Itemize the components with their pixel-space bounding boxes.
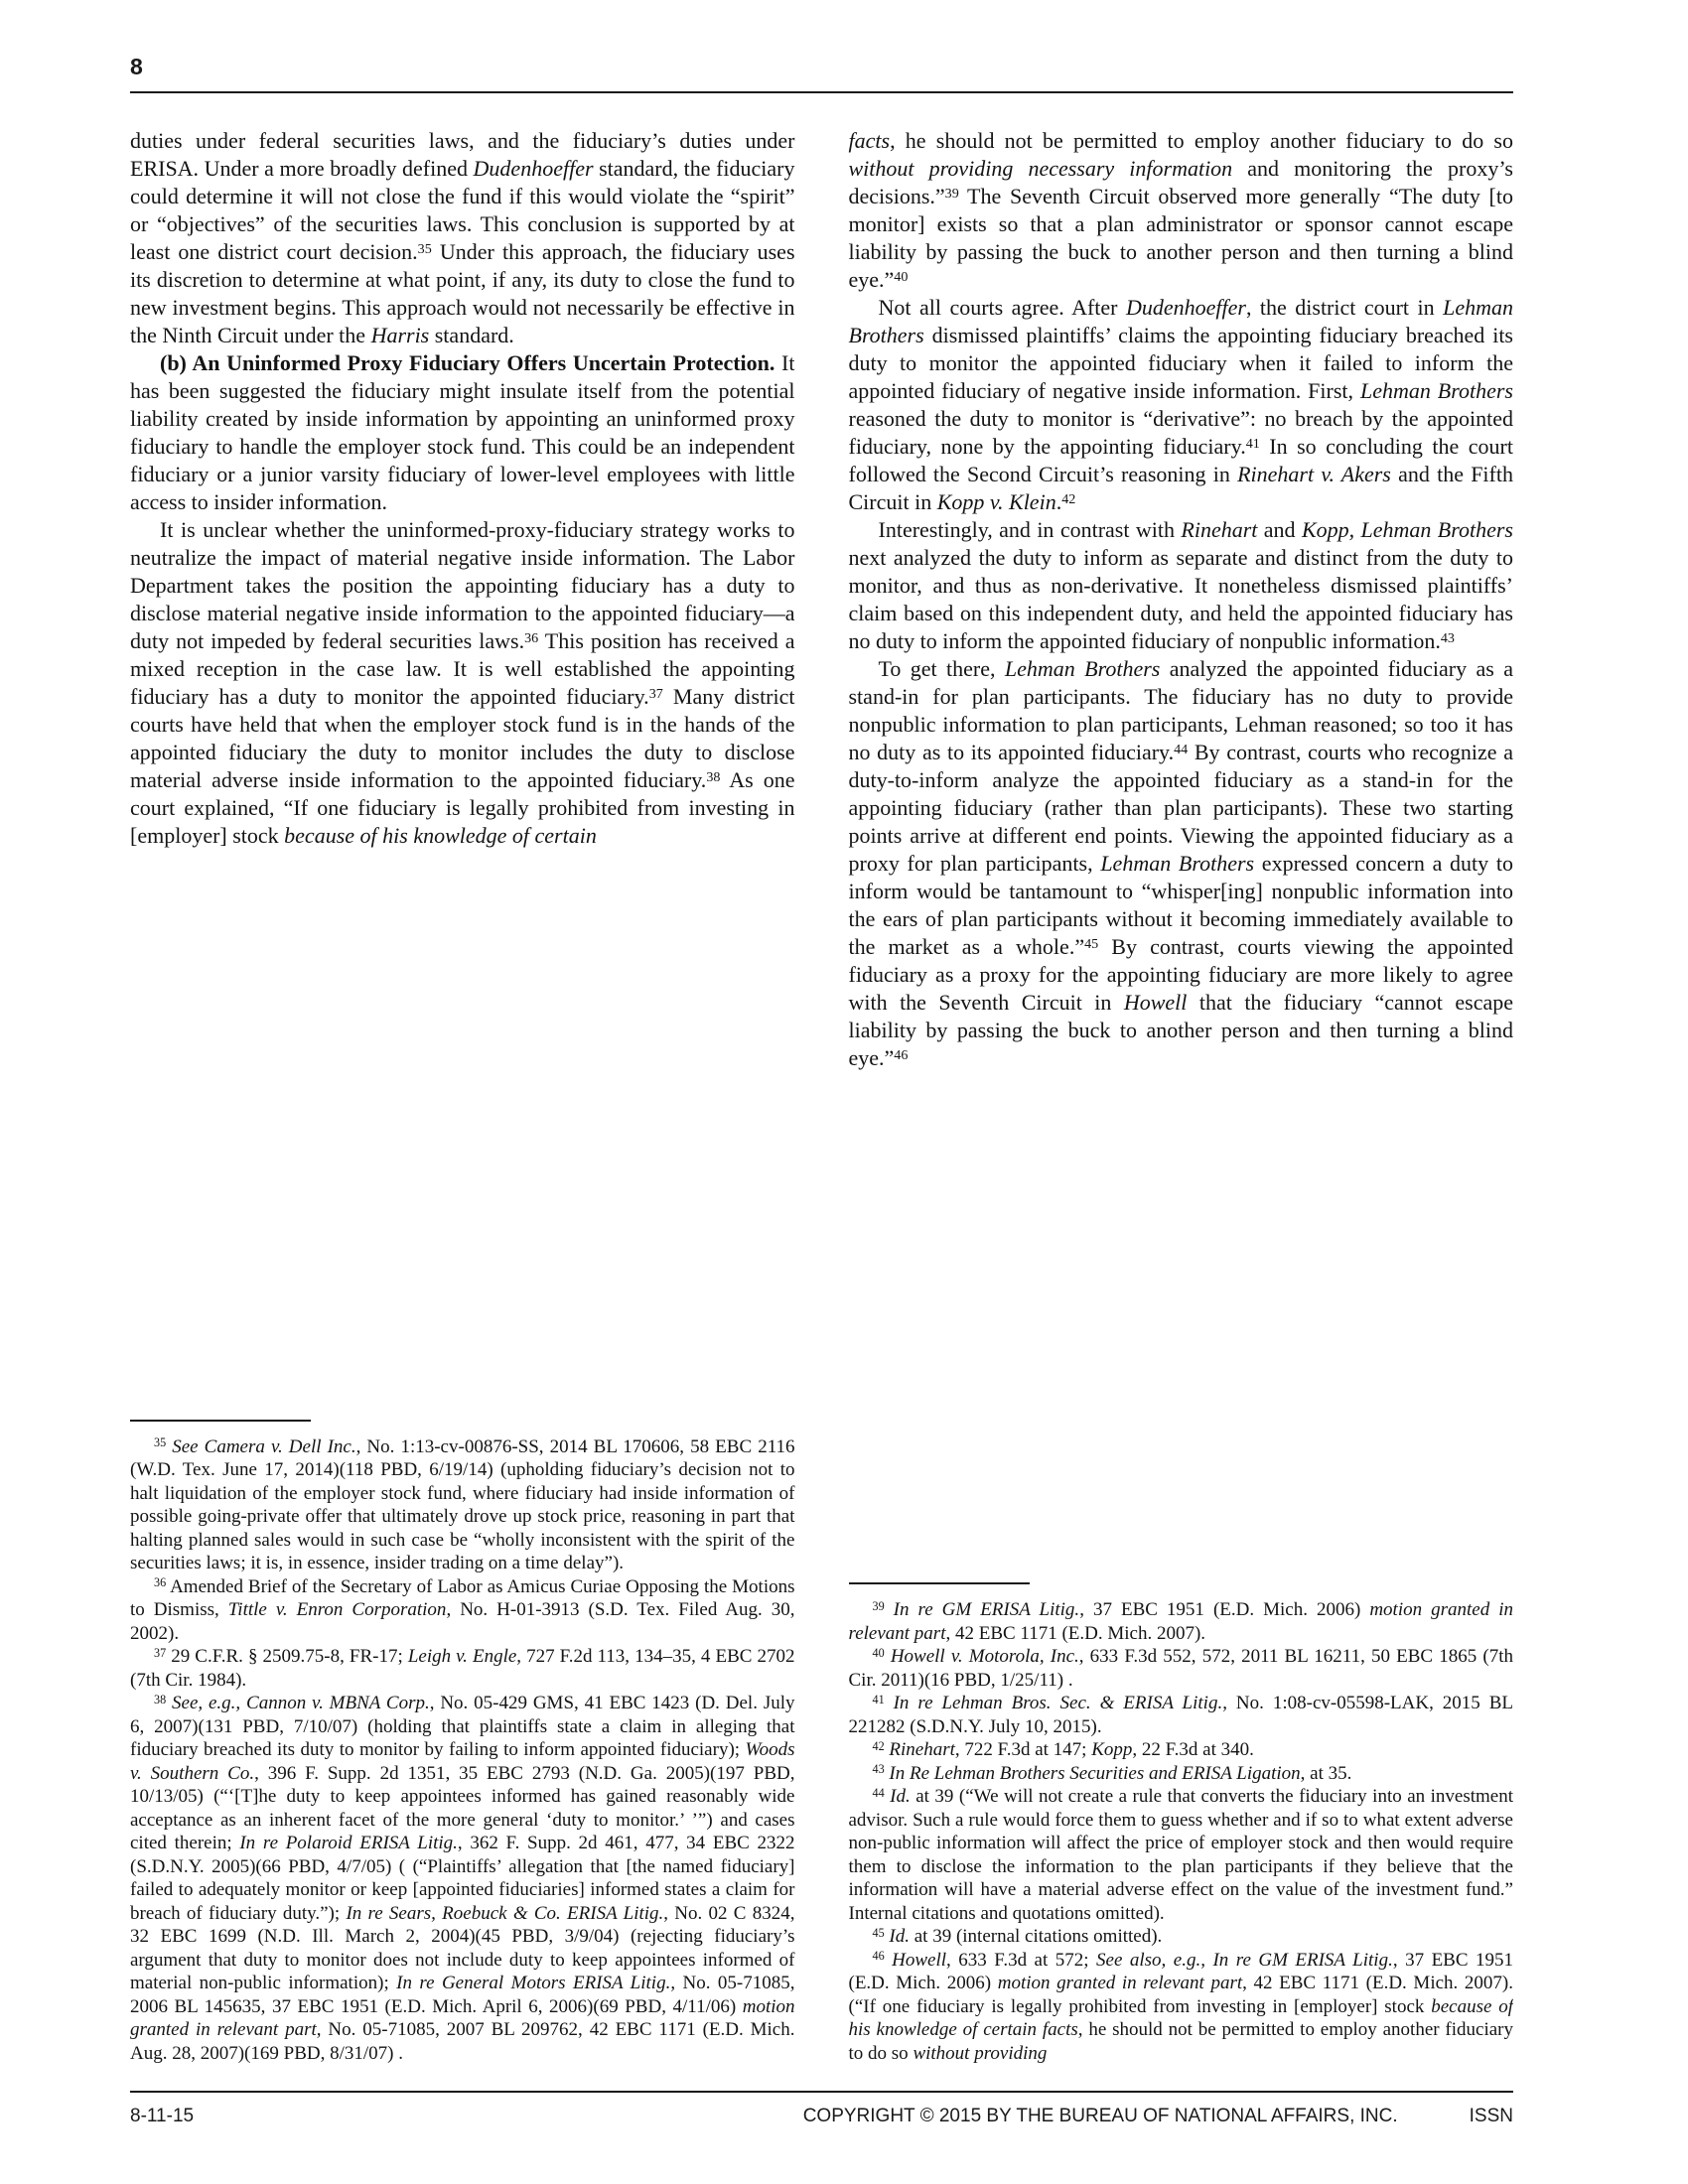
footnote-ref: 46 bbox=[872, 1949, 885, 1964]
footnote-ref: 43 bbox=[872, 1762, 885, 1777]
footnote: $^{38}$ See, e.g., Cannon v. MBNA Corp., No. 05-429 GMS, 41 EBC 1423 (D. Del. July 6, 2007)(131 PBD, 7/10/07) (holding that plaintiffs state a claim in alleging that fiduciary breached its duty to monitor by failing to inform appointed fiduciary); Woods v. Southern Co., 396 F. Supp. 2d 1351, 35 EBC 2793 (N.D. Ga. 2005)(197 PBD, 10/13/05) (“‘[T]he duty to keep appointees informed has gained reasonably wide acceptance as an inherent facet of the more general ‘duty to monitor.’ ’”) and cases cited therein; In re Polaroid ERISA Litig., 362 F. Supp. 2d 461, 477, 34 EBC 2322 (S.D.N.Y. 2005)(66 PBD, 4/7/05) ( (“Plaintiffs’ allegation that [the named fiduciary] failed to adequately monitor or keep [appointed fiduciaries] informed states a claim for breach of fiduciary duty.”); In re Sears, Roebuck & Co. ERISA Litig., No. 02 C 8324, 32 EBC 1699 (N.D. Ill. March 2, 2004)(45 PBD, 3/9/04) (rejecting fiduciary’s argument that duty to monitor does not include duty to keep appointees informed of material non-public information); In re General Motors ERISA Litig., No. 05-71085, 2006 BL 145635, 37 EBC 1951 (E.D. Mich. April 6, 2006)(69 PBD, 4/11/06) motion granted in relevant part, No. 05-71085, 2007 BL 209762, 42 EBC 1171 (E.D. Mich. Aug. 28, 2007)(169 PBD, 8/31/07) . bbox=[130, 1692, 795, 2064]
footnote-ref: 44 bbox=[1174, 741, 1189, 757]
right-column bbox=[849, 127, 1514, 2065]
footnote: $^{39}$ In re GM ERISA Litig., 37 EBC 1951 (E.D. Mich. 2006) motion granted in relevant part, 42 EBC 1171 (E.D. Mich. 2007). bbox=[848, 1598, 1513, 1644]
footnote: $^{41}$ In re Lehman Bros. Sec. & ERISA Litig., No. 1:08-cv-05598-LAK, 2015 BL 221282 (S.D.N.Y. July 10, 2015). bbox=[848, 1692, 1513, 1737]
footnote-ref: 38 bbox=[706, 768, 721, 785]
footnote-ref: 40 bbox=[894, 268, 909, 285]
footnote: $^{35}$ See Camera v. Dell Inc., No. 1:13-cv-00876-SS, 2014 BL 170606, 58 EBC 2116 (W.D. Tex. June 17, 2014)(118 PBD, 6/19/14) (upholding fiduciary’s decision not to halt liquidation of the employer stock fund, where fiduciary had inside information of possible going-private offer that ultimately drove up stock price, reasoning in part that halting planned sales would in such case be “wholly inconsistent with the spirit of the securities laws; it is, in essence, insider trading on a time delay”). bbox=[130, 1435, 795, 1573]
footnote-ref: 37 bbox=[648, 685, 663, 702]
footnote: $^{44}$ Id. at 39 (“We will not create a rule that converts the fiduciary into an investment advisor. Such a rule would force them to guess whether and if so to what extent adverse non-public information will affect the price of employer stock and then would require them to disclose the information to the plan participants if they believe that the information will have a material adverse effect on the value of the investment fund.” Internal citations and quotations omitted). bbox=[848, 1785, 1513, 1924]
left-column bbox=[130, 127, 795, 2065]
right-column-body bbox=[849, 127, 1514, 1072]
paragraph: Not all courts agree. After Dudenhoeffer, the district court in Lehman Brothers dismissed plaintiffs’ claims the appointing fiduciary breached its duty to monitor the appointed fiduciary when it failed to inform the appointed fiduciary of negative inside information. First, Lehman Brothers reasoned the duty to monitor is “derivative”: no breach by the appointed fiduciary, none by the appointing fiduciary.$^{41}$ In so concluding the court followed the Second Circuit’s reasoning in Rinehart v. Akers and the Fifth Circuit in Kopp v. Klein.$^{42}$ bbox=[848, 295, 1513, 514]
footer-row bbox=[130, 2106, 1513, 2127]
paragraph: (b) An Uninformed Proxy Fiduciary Offers Uncertain Protection. It has been suggested the fiduciary might insulate itself from the potential liability created by inside information by appointing an uninformed proxy fiduciary to handle the employer stock fund. This could be an independent fiduciary or a junior varsity fiduciary of lower-level employees with little access to insider information. bbox=[130, 350, 795, 514]
left-footnote-list bbox=[130, 1435, 795, 2066]
footnote-ref: 42 bbox=[1061, 490, 1076, 507]
footnote-ref: 45 bbox=[1084, 935, 1099, 952]
right-footnote-list bbox=[849, 1598, 1514, 2065]
paragraph: duties under federal securities laws, and the fiduciary’s duties under ERISA. Under a more broadly defined Dudenhoeffer standard, the fiduciary could determine it will not close the fund if this would violate the “spirit” or “objectives” of the securities laws. This conclusion is supported by at least one district court decision.$^{35}$ Under this approach, the fiduciary uses its discretion to determine at what point, if any, its duty to close the fund to new investment begins. This approach would not necessarily be effective in the Ninth Circuit under the Harris standard. bbox=[130, 128, 795, 347]
footnote-ref: 42 bbox=[872, 1738, 885, 1753]
footnote-ref: 38 bbox=[154, 1692, 167, 1706]
footnote-ref: 43 bbox=[1440, 629, 1455, 646]
article-columns bbox=[130, 127, 1513, 2065]
footnote: $^{37}$ 29 C.F.R. § 2509.75-8, FR-17; Leigh v. Engle, 727 F.2d 113, 134–35, 4 EBC 2702 (7th Cir. 1984). bbox=[130, 1645, 795, 1691]
footnote: $^{43}$ In Re Lehman Brothers Securities and ERISA Ligation, at 35. bbox=[872, 1762, 1352, 1784]
footnote: $^{45}$ Id. at 39 (internal citations omitted). bbox=[872, 1925, 1163, 1947]
footer-copyright: COPYRIGHT © 2015 BY THE BUREAU OF NATIONAL AFFAIRS, INC. bbox=[802, 2106, 1398, 2126]
footnote-ref: 35 bbox=[417, 240, 432, 257]
footnote-ref: 41 bbox=[872, 1692, 885, 1706]
footnote-ref: 37 bbox=[154, 1645, 167, 1660]
footnote-ref: 35 bbox=[154, 1435, 167, 1450]
footnote: $^{36}$ Amended Brief of the Secretary of Labor as Amicus Curiae Opposing the Motions to Dismiss, Tittle v. Enron Corporation, No. H-01-3913 (S.D. Tex. Filed Aug. 30, 2002). bbox=[130, 1575, 795, 1644]
footnote-ref: 39 bbox=[944, 185, 959, 202]
header-rule bbox=[130, 91, 1513, 93]
page-header bbox=[130, 54, 1513, 93]
footnote-ref: 44 bbox=[872, 1785, 885, 1800]
page-footer bbox=[130, 2091, 1513, 2127]
footnote: $^{46}$ Howell, 633 F.3d at 572; See also, e.g., In re GM ERISA Litig., 37 EBC 1951 (E.D. Mich. 2006) motion granted in relevant part, 42 EBC 1171 (E.D. Mich. 2007). (“If one fiduciary is legally prohibited from investing in [employer] stock because of his knowledge of certain facts, he should not be permitted to employ another fiduciary to do so without providing bbox=[848, 1949, 1513, 2064]
footnote-ref: 45 bbox=[872, 1925, 885, 1940]
footer-date: 8-11-15 bbox=[130, 2106, 195, 2126]
left-column-footnotes bbox=[130, 1410, 795, 2066]
footnote-ref: 36 bbox=[524, 629, 539, 646]
paragraph: It is unclear whether the uninformed-proxy-fiduciary strategy works to neutralize the impact of material negative inside information. The Labor Department takes the position the appointing fiduciary has a duty to disclose material negative inside information to the appointed fiduciary—a duty not impeded by federal securities laws.$^{36}$ This position has received a mixed reception in the case law. It is well established the appointing fiduciary has a duty to monitor the appointed fiduciary.$^{37}$ Many district courts have held that when the employer stock fund is in the hands of the appointed fiduciary the duty to monitor includes the duty to disclose material adverse inside information to the appointed fiduciary.$^{38}$ As one court explained, “If one fiduciary is legally prohibited from investing in [employer] stock because of his knowledge of certain bbox=[130, 517, 795, 848]
footnote: $^{42}$ Rinehart, 722 F.3d at 147; Kopp, 22 F.3d at 340. bbox=[872, 1738, 1254, 1760]
right-column-footnotes bbox=[849, 1572, 1514, 2065]
page-number: 8 bbox=[130, 54, 143, 79]
footnote-separator bbox=[130, 1420, 311, 1422]
footer-rule bbox=[130, 2091, 1513, 2093]
footnote-separator bbox=[849, 1582, 1030, 1584]
footnote: $^{40}$ Howell v. Motorola, Inc., 633 F.3d 552, 572, 2011 BL 16211, 50 EBC 1865 (7th Cir. 2011)(16 PBD, 1/25/11) . bbox=[848, 1645, 1513, 1691]
left-column-body bbox=[130, 127, 795, 850]
paragraph: facts, he should not be permitted to employ another fiduciary to do so without providing necessary information and monitoring the proxy’s decisions.”$^{39}$ The Seventh Circuit observed more generally “The duty [to monitor] exists so that a plan administrator or sponsor cannot escape liability by passing the buck to another person and then turning a blind eye.”$^{40}$ bbox=[848, 128, 1513, 292]
paragraph: To get there, Lehman Brothers analyzed the appointed fiduciary as a stand-in for plan participants. The fiduciary has no duty to provide nonpublic information to plan participants, Lehman reasoned; so too it has no duty as to its appointed fiduciary.$^{44}$ By contrast, courts who recognize a duty-to-inform analyze the appointed fiduciary as a stand-in for the appointing fiduciary (rather than plan participants). These two starting points arrive at different end points. Viewing the appointed fiduciary as a proxy for plan participants, Lehman Brothers expressed concern a duty to inform would be tantamount to “whisper[ing] nonpublic information into the ears of plan participants without it becoming immediately available to the market as a whole.”$^{45}$ By contrast, courts viewing the appointed fiduciary as a proxy for the appointing fiduciary are more likely to agree with the Seventh Circuit in Howell that the fiduciary “cannot escape liability by passing the buck to another person and then turning a blind eye.”$^{46}$ bbox=[848, 656, 1513, 1070]
footnote-ref: 46 bbox=[894, 1046, 909, 1063]
paragraph: Interestingly, and in contrast with Rinehart and Kopp, Lehman Brothers next analyzed the duty to inform as separate and distinct from the duty to monitor, and thus as non-derivative. It nonetheless dismissed plaintiffs’ claim based on this independent duty, and held the appointed fiduciary has no duty to inform the appointed fiduciary of nonpublic information.$^{43}$ bbox=[848, 517, 1513, 653]
footnote-ref: 40 bbox=[872, 1645, 885, 1660]
footnote-ref: 39 bbox=[872, 1598, 885, 1613]
footer-issn: ISSN bbox=[1469, 2106, 1513, 2126]
footnote-ref: 36 bbox=[154, 1575, 167, 1590]
footnote-ref: 41 bbox=[1245, 435, 1260, 452]
